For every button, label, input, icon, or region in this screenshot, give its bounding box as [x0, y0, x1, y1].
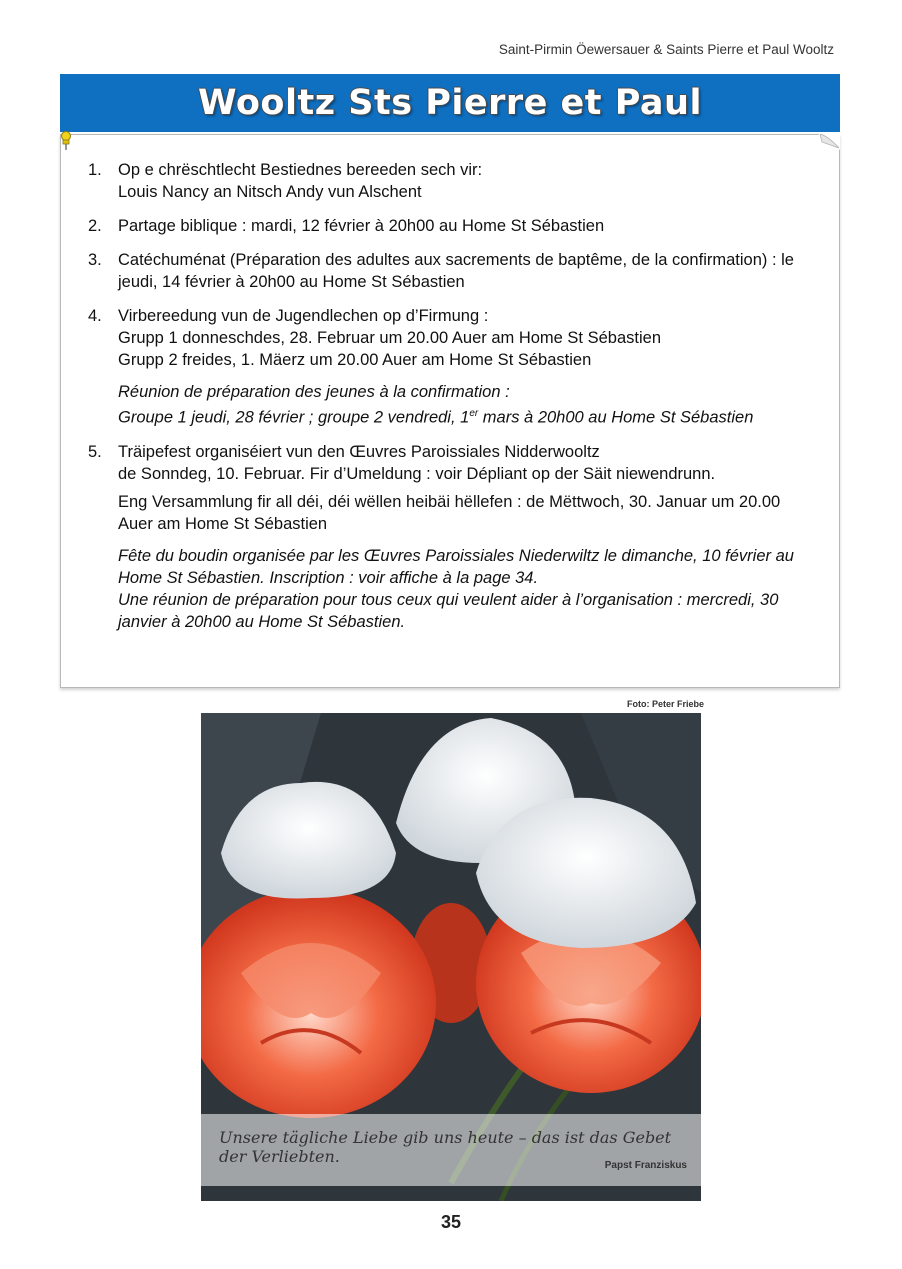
- section-title: Wooltz Sts Pierre et Paul: [198, 83, 702, 123]
- item-paragraph: Eng Versammlung fir all déi, déi wëllen heibäi hëllefen : de Mëttwoch, 30. Januar um 20.00 Auer am Home St Sébastien: [118, 492, 781, 533]
- quote-author: Papst Franziskus: [604, 1160, 687, 1171]
- photo-credit: Foto: Peter Friebe: [627, 699, 705, 709]
- list-item: [88, 215, 818, 237]
- french-translation-2: Une réunion de préparation pour tous ceux qui veulent aider à l’organisation : mercredi, 30 janvier à 20h00 au Home St Sébastien.: [118, 590, 779, 631]
- group-2-text: freides, 1. Mäerz um 20.00 Auer am Home St Sébastien: [177, 351, 592, 369]
- item-number: 2.: [88, 217, 102, 235]
- rose-photo: [201, 713, 701, 1201]
- group-2-line: [118, 349, 818, 371]
- item-heading: Catéchuménat: [118, 251, 226, 269]
- item-text: Louis Nancy an Nitsch Andy vun Alschent: [118, 183, 422, 201]
- running-header: Saint-Pirmin Öewersauer & Saints Pierre et Paul Wooltz: [498, 42, 834, 57]
- group-1-line: [118, 327, 818, 349]
- item-text: (Préparation des adultes aux sacrements de baptême, de la confirmation) : le jeudi, 14 février à 20h00 au Home St Sébastien: [118, 251, 794, 291]
- section-title-bar: [60, 74, 840, 132]
- superscript: er: [469, 408, 479, 419]
- french-line-2: [118, 403, 818, 429]
- list-item: [88, 305, 818, 429]
- item-number: 1.: [88, 161, 102, 179]
- item-heading: Partage biblique :: [118, 217, 247, 235]
- french-line-2-end: mars à 20h00 au Home St Sébastien: [478, 408, 754, 427]
- list-item: [88, 441, 818, 633]
- french-line-2-start: Groupe 1 jeudi, 28 février ; groupe 2 vendredi, 1: [118, 408, 470, 427]
- announcement-list: [88, 159, 818, 645]
- page-curl-icon: [818, 134, 840, 150]
- group-2-label: Grupp 2: [118, 351, 178, 369]
- list-item: [88, 159, 818, 203]
- french-translation: [118, 381, 818, 429]
- group-1-text: donneschdes, 28. Februar um 20.00 Auer am Home St Sébastien: [177, 329, 661, 347]
- page-number: 35: [440, 1212, 462, 1232]
- group-1-label: Grupp 1: [118, 329, 178, 347]
- item-heading: Op e chrëschtlecht Bestiednes bereeden sech vir:: [118, 161, 483, 179]
- item-number: 3.: [88, 251, 102, 269]
- list-item: [88, 249, 818, 293]
- item-number: 5.: [88, 442, 102, 461]
- quote-band: [201, 1114, 701, 1186]
- item-text: mardi, 12 février à 20h00 au Home St Sébastien: [246, 217, 605, 235]
- item-number: 4.: [88, 307, 102, 325]
- item-heading: Virbereedung vun de Jugendlechen op d’Firmung :: [118, 307, 489, 325]
- french-translation-1: Fête du boudin organisée par les Œuvres Paroissiales Niederwiltz le dimanche, 10 février au Home St Sébastien. Inscription : voir affiche à la page 34.: [118, 546, 794, 587]
- french-line-1: Réunion de préparation des jeunes à la confirmation :: [118, 383, 510, 401]
- announcement-box: [60, 134, 840, 688]
- pushpin-icon: [59, 131, 73, 151]
- item-text: de Sonndeg, 10. Februar. Fir d’Umeldung : voir Dépliant op der Säit niewendrunn.: [118, 464, 716, 483]
- quote-text: Unsere tägliche Liebe gib uns heute – das ist das Gebet der Verliebten.: [219, 1128, 672, 1166]
- item-heading: Träipefest organiséiert vun den Œuvres Paroissiales Nidderwooltz: [118, 442, 600, 461]
